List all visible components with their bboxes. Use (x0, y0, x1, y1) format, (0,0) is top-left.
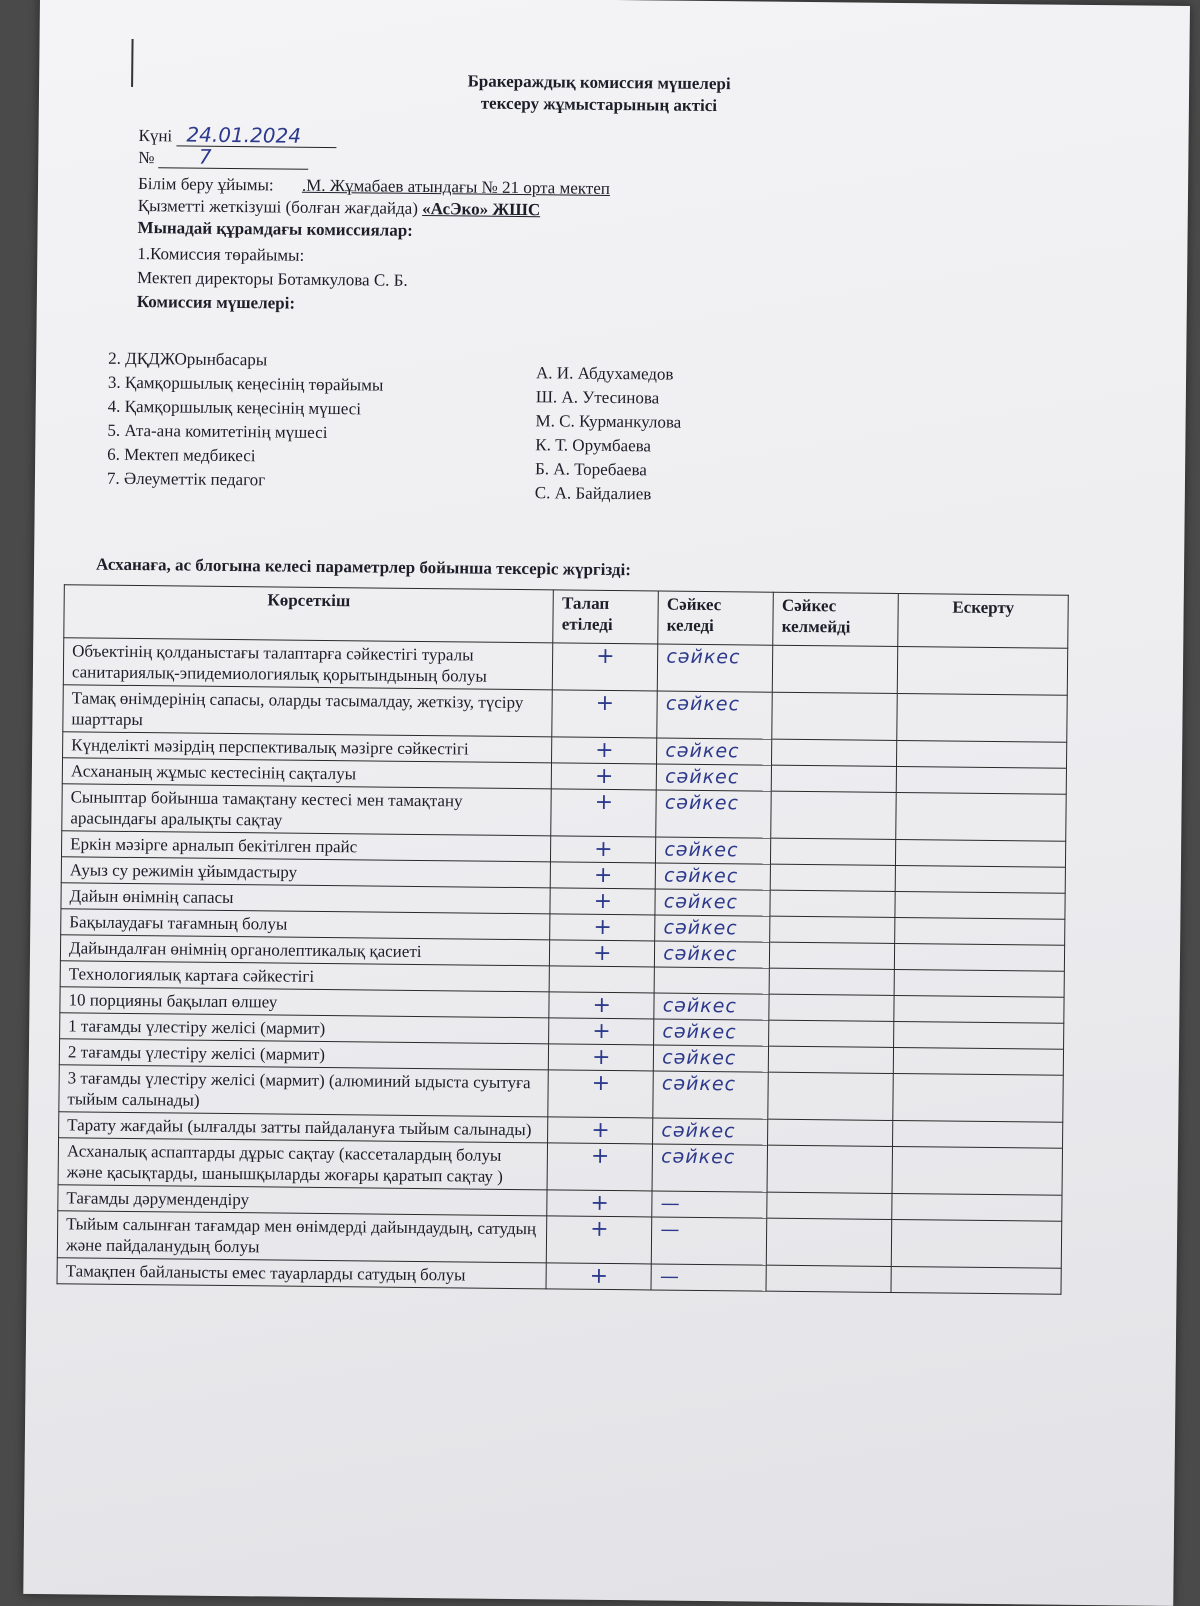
note-cell (897, 646, 1067, 695)
not-complies-cell (769, 994, 894, 1021)
complies-cell: сәйкес (654, 1019, 769, 1046)
not-complies-cell (770, 864, 895, 891)
complies-cell: сәйкес (657, 738, 772, 765)
note-cell (894, 969, 1064, 997)
title-line-2: тексеру жұмыстарының актісі (480, 93, 718, 116)
not-complies-cell (770, 916, 895, 943)
note-cell (895, 917, 1065, 945)
note-cell (893, 1047, 1063, 1075)
required-cell: + (548, 1117, 653, 1144)
indicator-cell: Бақылаудағы тағамның болуы (61, 909, 551, 940)
note-cell (891, 1266, 1061, 1294)
indicator-cell: Тамақпен байланысты емес тауарларды сатудың болуы (57, 1258, 547, 1289)
complies-cell: сәйкес (655, 915, 770, 942)
member-role: 2. ДҚДЖОрынбасары (108, 348, 268, 370)
indicator-cell: Дайын өнімнің сапасы (61, 883, 551, 914)
required-cell: + (553, 643, 658, 691)
note-cell (895, 891, 1065, 919)
indicator-cell: Асханалық аспаптарды дұрыс сақтау (кассеталардың болуы және қасықтарды, шанышқыларды жоғары қаратып сақтау ) (58, 1138, 548, 1190)
table-body (57, 638, 1068, 1294)
required-cell: + (550, 914, 655, 941)
not-complies-cell (766, 1218, 891, 1266)
member-role: 3. Қамқоршылық кеңесінің төрайымы (107, 372, 384, 395)
complies-cell: — (652, 1191, 767, 1218)
member-names-list (535, 361, 682, 507)
member-name: А. И. Абдухамедов (535, 363, 674, 384)
required-cell: + (547, 1216, 652, 1264)
title-line-1: Бракераждық комиссия мүшелері (467, 71, 731, 94)
indicator-cell: 10 порцияны бақылап өлшеу (60, 987, 550, 1018)
member-name: Ш. А. Утесинова (535, 387, 660, 408)
not-complies-cell (771, 765, 896, 792)
note-cell (891, 1219, 1061, 1268)
note-cell (896, 792, 1066, 841)
supplier-label: Қызметті жеткізуші (болған жағдайда) (137, 196, 419, 218)
not-complies-cell (767, 1192, 892, 1219)
indicator-cell: Еркін мәзірге арналып бекітілген прайс (61, 831, 551, 862)
member-name: М. С. Курманкулова (535, 411, 682, 432)
required-cell: + (549, 1018, 654, 1045)
note-cell (897, 693, 1067, 742)
indicator-cell: Объектінің қолданыстағы талаптарға сәйкестігі туралы санитариялық-эпидемиологиялық қорытындының болуы (63, 638, 553, 690)
complies-cell: сәйкес (654, 1045, 769, 1072)
supplier-value: «АсЭко» ЖШС (422, 198, 541, 220)
required-cell: + (547, 1190, 652, 1217)
header-required: Талап етіледі (553, 590, 658, 644)
not-complies-cell (768, 1072, 893, 1120)
not-complies-cell (769, 968, 894, 995)
indicator-cell: Технологиялық картаға сәйкестігі (60, 961, 550, 992)
member-name: С. А. Байдалиев (534, 483, 652, 504)
not-complies-cell (770, 942, 895, 969)
required-cell: + (551, 862, 656, 889)
note-cell (893, 1073, 1063, 1122)
commission-heading: Мынадай құрамдағы комиссиялар: (137, 218, 413, 240)
header-note: Ескерту (898, 594, 1068, 649)
member-role: 4. Қамқоршылық кеңесінің мүшесі (107, 396, 362, 419)
complies-cell: сәйкес (652, 1144, 767, 1192)
date-label: Күні (138, 126, 173, 146)
note-cell (892, 1193, 1062, 1221)
required-cell (549, 966, 654, 993)
required-cell: + (550, 940, 655, 967)
not-complies-cell (771, 791, 896, 839)
section-heading: Асханаға, ас блогына келесі параметрлер бойынша тексеріс жүргізді: (95, 554, 632, 580)
note-cell (892, 1146, 1062, 1195)
number-value: 7 (159, 145, 309, 170)
required-cell: + (552, 763, 657, 790)
required-cell: + (552, 690, 657, 738)
not-complies-cell (772, 645, 897, 693)
required-cell: + (550, 888, 655, 915)
required-cell: + (549, 1044, 654, 1071)
indicator-cell: 1 тағамды үлестіру желісі (мармит) (60, 1013, 550, 1044)
required-cell: + (551, 789, 656, 837)
number-label: № (138, 148, 155, 168)
member-roles-list (107, 347, 384, 494)
indicator-cell: Тамақ өнімдерінің сапасы, оларды тасымалдау, жеткізу, түсіру шарттары (63, 685, 553, 737)
indicator-cell: Асхананың жұмыс кестесінің сақталуы (62, 758, 552, 789)
required-cell: + (546, 1263, 651, 1290)
not-complies-cell (770, 890, 895, 917)
complies-cell: сәйкес (657, 764, 772, 791)
number-row (138, 145, 309, 171)
header-indicator: Көрсеткіш (64, 585, 554, 643)
required-cell: + (549, 992, 654, 1019)
not-complies-cell (767, 1145, 892, 1193)
indicator-cell: Дайындалған өнімнің органолептикалық қасиеті (60, 935, 550, 966)
date-value: 24.01.2024 (176, 123, 336, 148)
members-heading: Комиссия мүшелері: (136, 292, 296, 313)
indicator-cell: Ауыз су режимін ұйымдастыру (61, 857, 551, 888)
note-cell (895, 865, 1065, 893)
indicator-cell: Күнделікті мәзірдің перспективалық мәзірге сәйкестігі (63, 732, 553, 763)
required-cell: + (547, 1143, 652, 1191)
complies-cell: сәйкес (655, 889, 770, 916)
chair-label: 1.Комиссия төрайымы: (137, 244, 305, 265)
complies-cell: сәйкес (653, 1071, 768, 1119)
not-complies-cell (769, 1020, 894, 1047)
margin-mark (131, 39, 134, 87)
note-cell (896, 839, 1066, 867)
member-role: 6. Мектеп медбикесі (107, 444, 256, 466)
note-cell (893, 1120, 1063, 1148)
not-complies-cell (772, 739, 897, 766)
member-role: 7. Әлеуметтік педагог (106, 468, 266, 490)
note-cell (895, 943, 1065, 971)
indicator-cell: Тыйым салынған тағамдар мен өнімдерді дайындаудың, сатудың және пайдаланудың болуы (57, 1211, 547, 1263)
required-cell: + (552, 737, 657, 764)
complies-cell: сәйкес (658, 644, 773, 692)
indicator-cell: Сыныптар бойынша тамақтану кестесі мен тамақтану арасындағы аралықты сақтау (62, 784, 552, 836)
not-complies-cell (771, 838, 896, 865)
header-complies: Сәйкес келеді (658, 591, 774, 645)
complies-cell: сәйкес (655, 941, 770, 968)
indicator-cell: Тарату жағдайы (ылғалды затты пайдалануға тыйым салынады) (59, 1112, 549, 1143)
complies-cell: сәйкес (656, 790, 771, 838)
header-not-complies: Сәйкес келмейді (773, 592, 898, 646)
org-value: .М. Жұмабаев атындағы № 21 орта мектеп (301, 175, 611, 198)
note-cell (894, 995, 1064, 1023)
note-cell (897, 740, 1067, 768)
note-cell (894, 1021, 1064, 1049)
chair-value: Мектеп директоры Ботамкулова С. Б. (136, 268, 408, 290)
document-title (369, 69, 829, 118)
indicator-cell: 3 тағамды үлестіру желісі (мармит) (алюминий ыдыста суытуға тыйым салынады) (59, 1065, 549, 1117)
indicator-cell: Тағамды дәрумендендіру (58, 1185, 548, 1216)
not-complies-cell (772, 692, 897, 740)
member-name: К. Т. Орумбаева (535, 435, 652, 456)
member-role: 5. Ата-ана комитетінің мүшесі (107, 420, 328, 443)
org-label: Білім беру ұйымы: (137, 174, 274, 195)
complies-cell: сәйкес (657, 691, 772, 739)
member-name: Б. А. Торебаева (534, 459, 647, 480)
complies-cell: сәйкес (655, 863, 770, 890)
not-complies-cell (766, 1265, 891, 1292)
complies-cell: — (652, 1217, 767, 1265)
indicator-cell: 2 тағамды үлестіру желісі (мармит) (59, 1039, 549, 1070)
complies-cell: сәйкес (656, 837, 771, 864)
note-cell (896, 766, 1066, 794)
required-cell: + (551, 836, 656, 863)
not-complies-cell (768, 1119, 893, 1146)
complies-cell: — (651, 1264, 766, 1291)
not-complies-cell (769, 1046, 894, 1073)
required-cell: + (548, 1070, 653, 1118)
document-page (23, 0, 1190, 1606)
complies-cell: сәйкес (654, 993, 769, 1020)
inspection-table (57, 584, 1069, 1294)
complies-cell: сәйкес (653, 1118, 768, 1145)
complies-cell (654, 967, 769, 994)
